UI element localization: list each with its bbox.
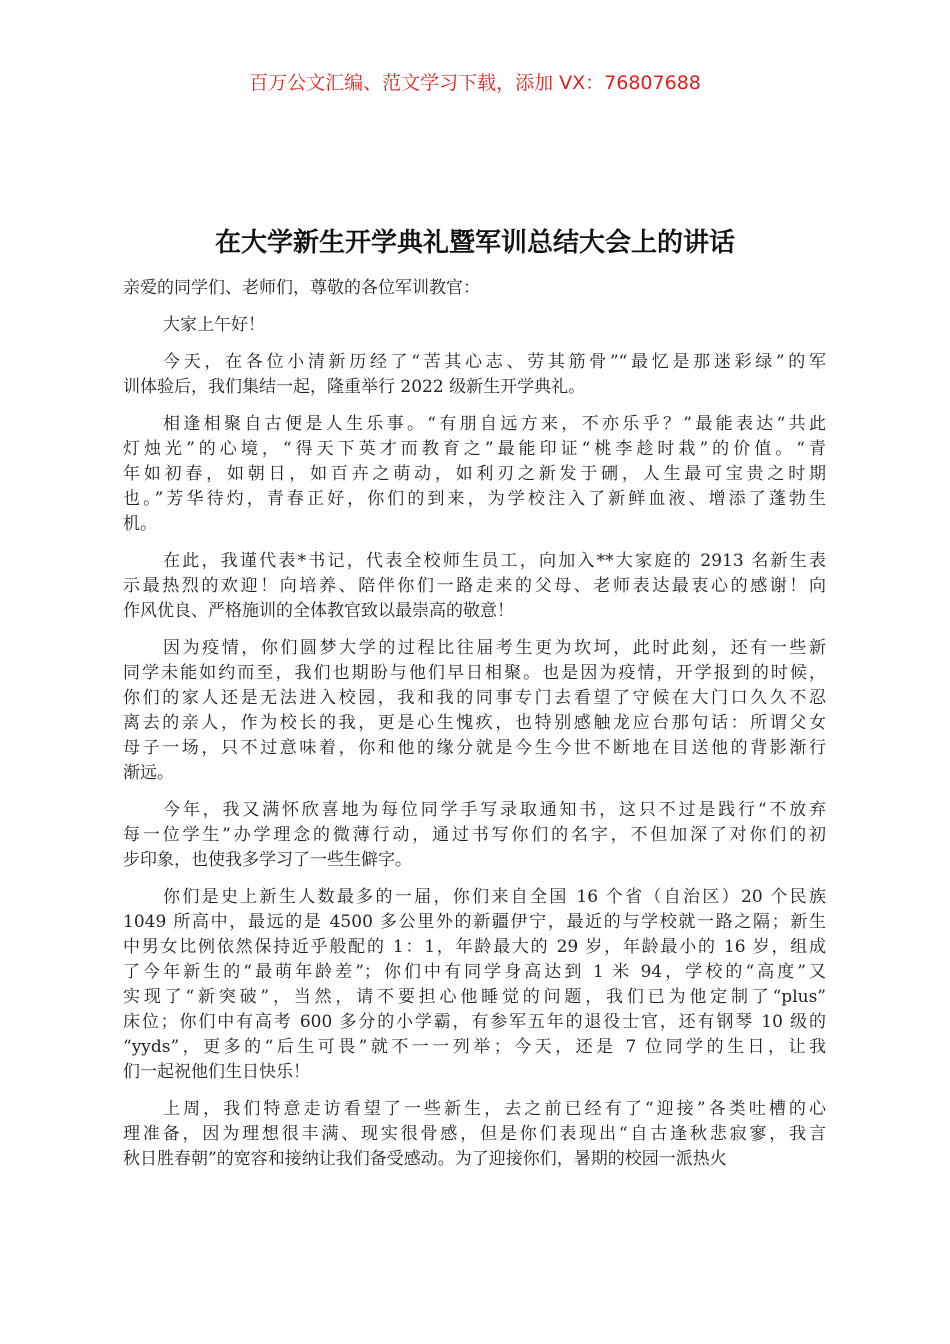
text-line: 了今年新生的“最萌年龄差”；你们中有同学身高达到 1 米 94，学校的“高度”又	[123, 962, 826, 982]
text-line: 训体验后，我们集结一起，隆重举行 2022 级新生开学典礼。	[123, 377, 586, 397]
text-line: 床位；你们中有高考 600 多分的小学霸，有参军五年的退役士官，还有钢琴 10 级的	[123, 1012, 826, 1032]
text-line: 步印象，也使我多学习了一些生僻字。	[123, 850, 412, 870]
text-line: 因为疫情，你们圆梦大学的过程比往届考生更为坎坷，此时此刻，还有一些新	[163, 638, 826, 658]
text-line: 你们是史上新生人数最多的一届，你们来自全国 16 个省（自治区）20 个民族	[163, 887, 826, 907]
text-line: 理准备，因为理想很丰满、现实很骨感，但是你们表现出“自古逢秋悲寂寥，我言	[123, 1124, 826, 1144]
text-line: 相逢相聚自古便是人生乐事。“有朋自远方来，不亦乐乎？”最能表达“共此	[163, 414, 826, 434]
text-line: 实现了“新突破”，当然，请不要担心他睡觉的问题，我们已为他定制了“plus”	[123, 987, 826, 1007]
paragraph	[123, 350, 826, 400]
watermark-header: 百万公文汇编、范文学习下载，添加 VX：76807688	[249, 72, 701, 94]
document-title: 在大学新生开学典礼暨军训总结大会上的讲话	[214, 228, 735, 258]
text-line: 年如初春，如朝日，如百卉之萌动，如利刃之新发于硎，人生最可宝贵之时期	[123, 464, 826, 484]
text-line: 母子一场，只不过意味着，你和他的缘分就是今生今世不断地在目送他的背影渐行	[123, 738, 826, 758]
text-line: 亲爱的同学们、老师们，尊敬的各位军训教官：	[123, 278, 480, 298]
text-line: 作风优良、严格施训的全体教官致以最崇高的敬意！	[123, 601, 514, 621]
text-line: 1049 所高中，最远的是 4500 多公里外的新疆伊宁，最近的与学校就一路之隔；新生	[123, 912, 826, 932]
text-line: 今年，我又满怀欣喜地为每位同学手写录取通知书，这只不过是践行“不放弃	[163, 800, 826, 820]
document-body	[123, 276, 826, 1184]
text-line: 机。	[123, 514, 157, 534]
text-line: 渐远。	[123, 763, 174, 783]
paragraph	[123, 798, 826, 873]
text-line: 同学未能如约而至，我们也期盼与他们早日相聚。也是因为疫情，开学报到的时候，	[123, 663, 826, 683]
paragraph	[123, 636, 826, 786]
text-line: “yyds”，更多的“后生可畏”就不一一列举；今天，还是 7 位同学的生日，让我	[123, 1037, 826, 1057]
text-line: 今天，在各位小清新历经了“苦其心志、劳其筋骨”“最忆是那迷彩绿”的军	[163, 352, 826, 372]
text-line: 在此，我谨代表*书记，代表全校师生员工，向加入**大家庭的 2913 名新生表	[163, 551, 826, 571]
paragraph	[123, 549, 826, 624]
paragraph	[123, 885, 826, 1085]
text-line: 秋日胜春朝”的宽容和接纳让我们备受感动。为了迎接你们，暑期的校园一派热火	[123, 1149, 727, 1169]
paragraph	[123, 276, 826, 301]
text-line: 上周，我们特意走访看望了一些新生，去之前已经有了“迎接”各类吐槽的心	[163, 1099, 826, 1119]
text-line: 你们的家人还是无法进入校园，我和我的同事专门去看望了守候在大门口久久不忍	[123, 688, 826, 708]
paragraph	[123, 1097, 826, 1172]
text-line: 灯烛光”的心境，“得天下英才而教育之”最能印证“桃李趁时栽”的价值。“青	[123, 439, 826, 459]
paragraph	[123, 313, 826, 338]
text-line: 也。”芳华待灼，青春正好，你们的到来，为学校注入了新鲜血液、增添了蓬勃生	[123, 489, 826, 509]
text-line: 大家上午好！	[163, 315, 265, 335]
text-line: 们一起祝他们生日快乐！	[123, 1062, 310, 1082]
paragraph	[123, 412, 826, 537]
text-line: 中男女比例依然保持近乎般配的 1：1，年龄最大的 29 岁，年龄最小的 16 岁，组成	[123, 937, 826, 957]
text-line: 每一位学生”办学理念的微薄行动，通过书写你们的名字，不但加深了对你们的初	[123, 825, 826, 845]
text-line: 离去的亲人，作为校长的我，更是心生愧疚，也特别感触龙应台那句话：所谓父女	[123, 713, 826, 733]
text-line: 示最热烈的欢迎！向培养、陪伴你们一路走来的父母、老师表达最衷心的感谢！向	[123, 576, 826, 596]
